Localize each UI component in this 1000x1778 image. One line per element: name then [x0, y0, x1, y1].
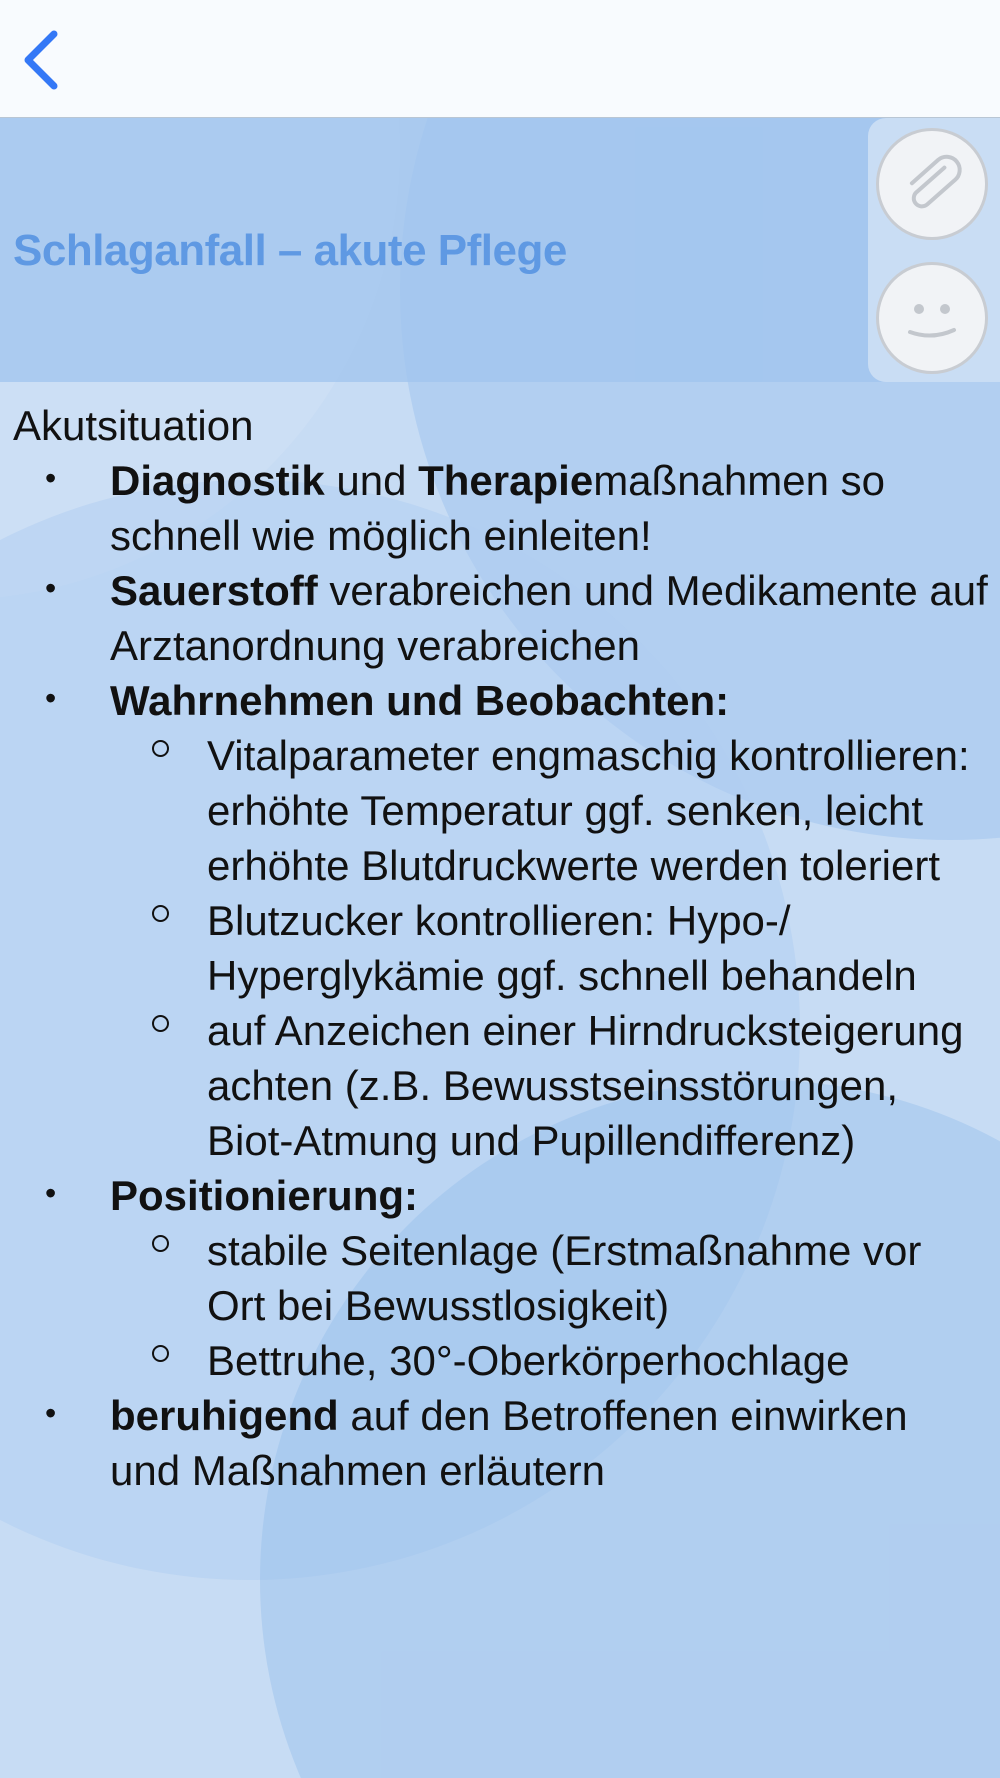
- sub-list-item: Bettruhe, 30°-Oberkörperhochlage: [207, 1333, 988, 1388]
- attachment-button[interactable]: [876, 128, 988, 240]
- smiley-face-icon: [892, 278, 972, 358]
- list-item: • Sauerstoff verabreichen und Medikamente auf Arztanordnung verabreichen: [110, 563, 988, 673]
- list-item: • Positionierung: stabile Seitenlage (Erstmaßnahme vor Ort bei Bewusstlosigkeit) Bettruhe, 30°-Oberkörperhochlage: [110, 1168, 988, 1388]
- sub-list: [110, 728, 988, 1168]
- sub-list-item: stabile Seitenlage (Erstmaßnahme vor Ort bei Bewusstlosigkeit): [207, 1223, 988, 1333]
- section-title: Akutsituation: [13, 402, 254, 449]
- feedback-button[interactable]: [876, 262, 988, 374]
- content-body: [13, 398, 988, 1498]
- navigation-bar: [0, 0, 1000, 118]
- list-item: • Wahrnehmen und Beobachten: Vitalparameter engmaschig kontrollieren: erhöhte Temperatur ggf. senken, leicht erhöhte Blutdruckwerte werden toleriert Blutzucker kontrollieren: Hypo-/ Hyperglykämie ggf. schnell behandeln auf Anzeichen einer Hirndrucksteigerung achten (z.B. Bewusstseinsstörungen, Biot-Atmung und Pupillendifferenz): [110, 673, 988, 1168]
- page-title: Schlaganfall – akute Pflege: [13, 226, 567, 275]
- list-item: • beruhigend auf den Betroffenen einwirken und Maßnahmen erläutern: [110, 1388, 988, 1498]
- chevron-left-icon: [14, 22, 78, 94]
- bullet-list: [13, 453, 988, 1498]
- sub-list-item: auf Anzeichen einer Hirndrucksteigerung achten (z.B. Bewusstseinsstörungen, Biot-Atmung und Pupillendifferenz): [207, 1003, 988, 1168]
- sub-list-item: Blutzucker kontrollieren: Hypo-/ Hyperglykämie ggf. schnell behandeln: [207, 893, 988, 1003]
- list-item: • Diagnostik und Therapiemaßnahmen so schnell wie möglich einleiten!: [110, 453, 988, 563]
- back-button[interactable]: [14, 22, 78, 94]
- sub-list-item: Vitalparameter engmaschig kontrollieren: erhöhte Temperatur ggf. senken, leicht erhöhte Blutdruckwerte werden toleriert: [207, 728, 988, 893]
- paperclip-icon: [892, 144, 972, 224]
- sub-list: [110, 1223, 988, 1388]
